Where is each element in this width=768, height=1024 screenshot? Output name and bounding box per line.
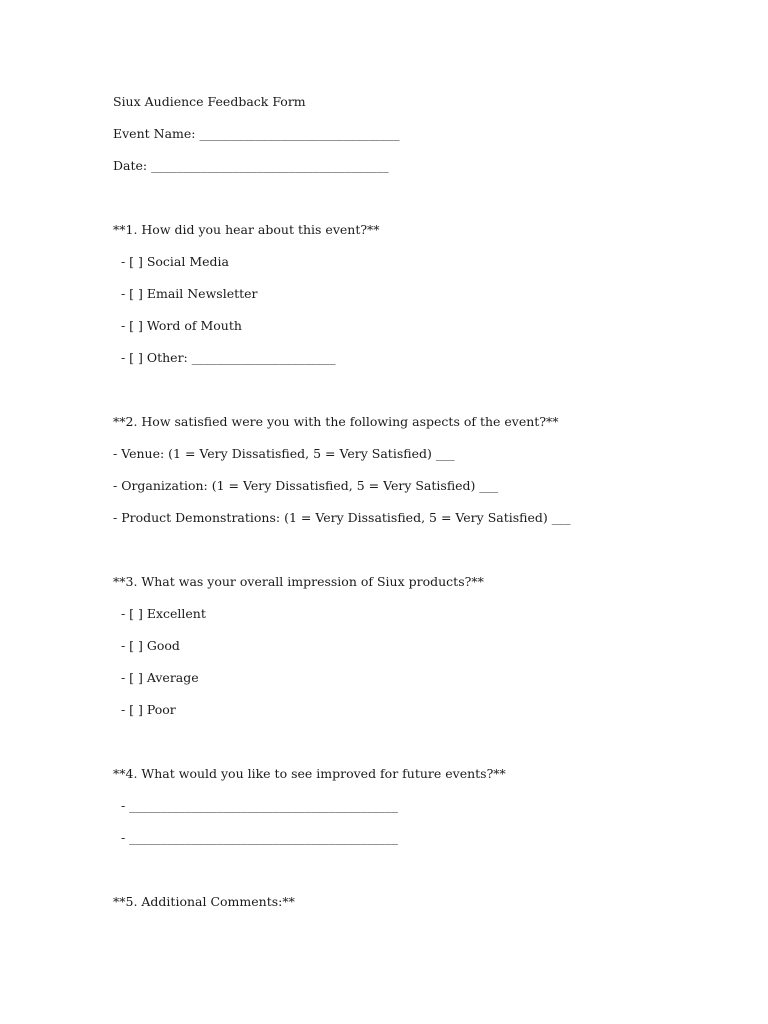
q4-answer-line: - ___________________________________________	[113, 830, 398, 845]
form-title: Siux Audience Feedback Form	[113, 94, 306, 109]
q2-item-organization: - Organization: (1 = Very Dissatisfied, 5 = Very Satisfied) ___	[113, 478, 499, 493]
question-2-heading: **2. How satisfied were you with the following aspects of the event?**	[113, 414, 559, 429]
q3-option-average: - [ ] Average	[113, 670, 199, 685]
q1-option-word-of-mouth: - [ ] Word of Mouth	[113, 318, 242, 333]
q3-option-excellent: - [ ] Excellent	[113, 606, 206, 621]
q4-answer-line: - ___________________________________________	[113, 798, 398, 813]
date-field: Date: ______________________________________	[113, 158, 389, 173]
q3-option-poor: - [ ] Poor	[113, 702, 176, 717]
q2-item-product-demonstrations: - Product Demonstrations: (1 = Very Dissatisfied, 5 = Very Satisfied) ___	[113, 510, 571, 525]
question-4-heading: **4. What would you like to see improved for future events?**	[113, 766, 506, 781]
event-name-field: Event Name: ________________________________	[113, 126, 400, 141]
q1-option-email-newsletter: - [ ] Email Newsletter	[113, 286, 258, 301]
question-5-heading: **5. Additional Comments:**	[113, 894, 295, 909]
q2-item-venue: - Venue: (1 = Very Dissatisfied, 5 = Very Satisfied) ___	[113, 446, 455, 461]
q1-option-other: - [ ] Other: _______________________	[113, 350, 336, 365]
question-3-heading: **3. What was your overall impression of Siux products?**	[113, 574, 484, 589]
q3-option-good: - [ ] Good	[113, 638, 180, 653]
q1-option-social-media: - [ ] Social Media	[113, 254, 230, 269]
question-1-heading: **1. How did you hear about this event?**	[113, 222, 380, 237]
